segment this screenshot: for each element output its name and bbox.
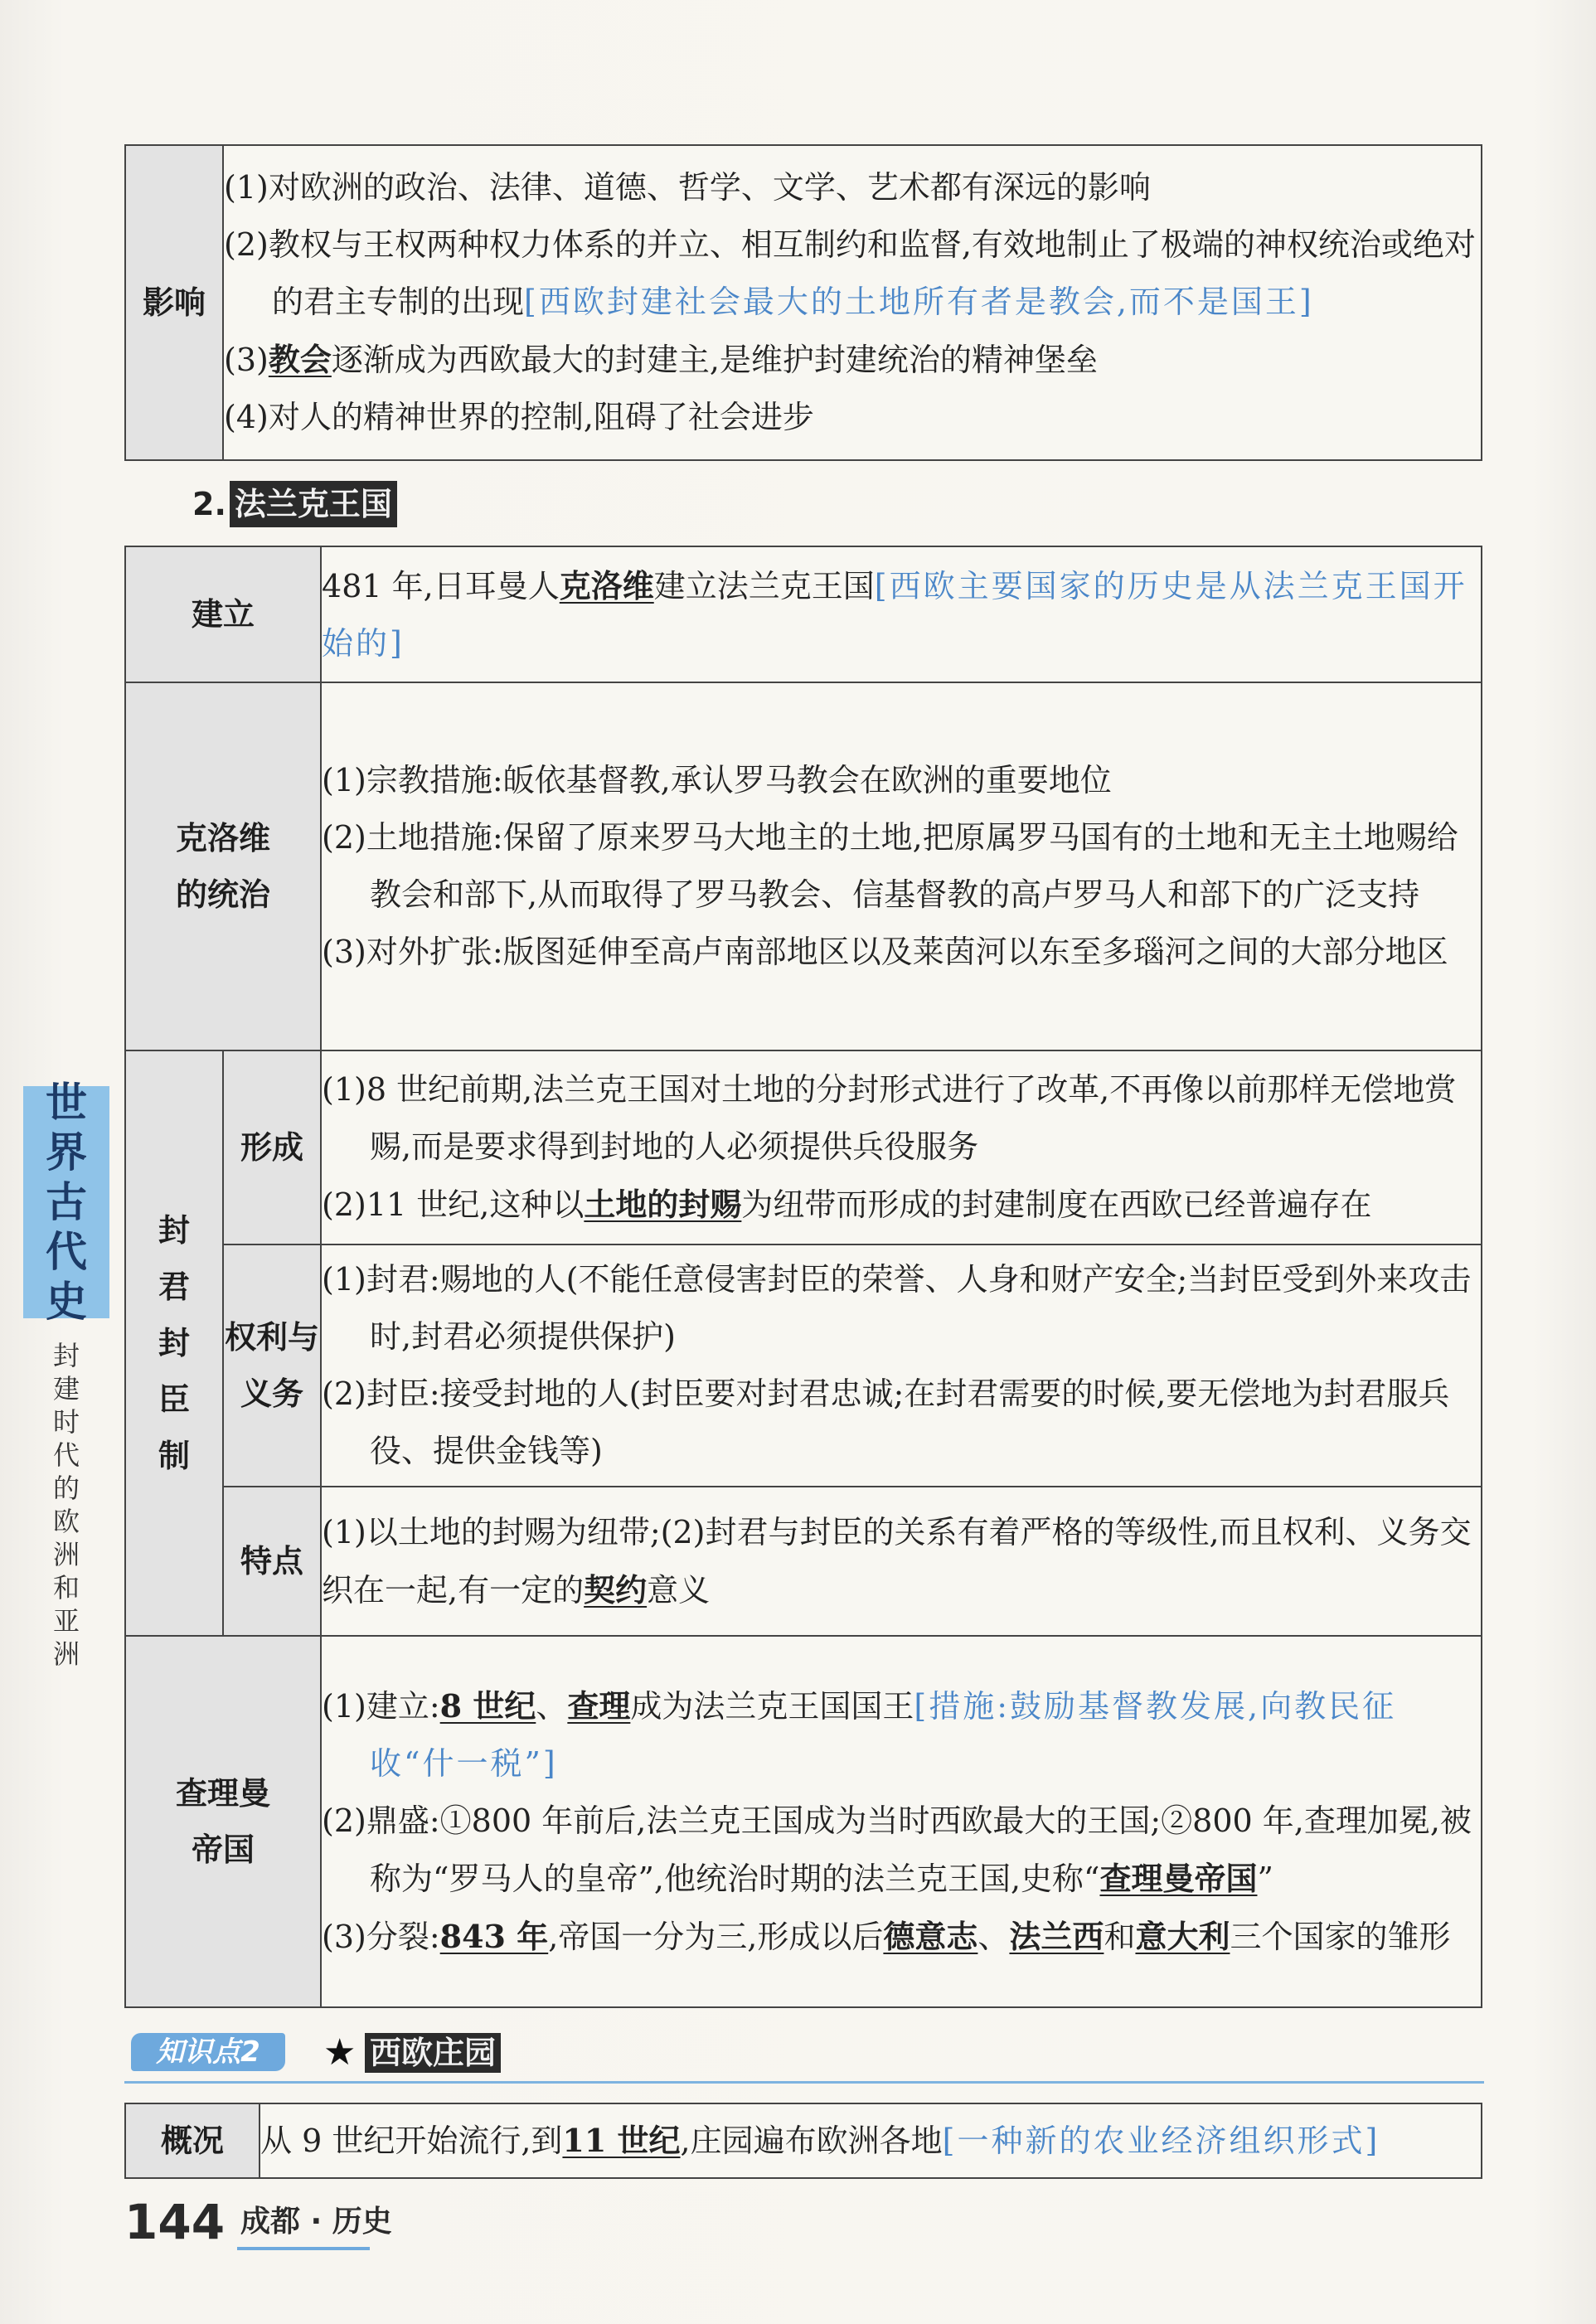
features-content: (1)以土地的封赐为纽带;(2)封君与封臣的关系有着严格的等级性,而且权利、义务交织在一起,有一定的契约意义: [321, 1487, 1482, 1636]
influence-item-2-note: [西欧封建社会最大的土地所有者是教会,而不是国王]: [524, 284, 1314, 320]
founding-note: [西欧主要国家的历史是从法兰克王国开始的]: [322, 567, 1467, 662]
overview-table: [124, 2103, 1482, 2179]
overview-note: [一种新的农业经济组织形式]: [942, 2123, 1380, 2159]
influence-item-4: (4)对人的精神世界的控制,阻碍了社会进步: [224, 399, 814, 435]
clovis-content: [321, 682, 1482, 1050]
side-chapter-label: 封 建 时 代 的 欧 洲 和 亚 洲: [52, 1340, 80, 1670]
rights-content: [321, 1244, 1482, 1487]
key-term-11th-century: 11 世纪: [562, 2122, 681, 2159]
frankish-table: [124, 546, 1482, 2008]
overview-header: 概况: [125, 2103, 260, 2178]
side-tab-world-ancient-history: 世界古代史: [23, 1086, 109, 1318]
key-term-8th-century: 8 世纪: [439, 1687, 536, 1725]
influence-table: [124, 144, 1482, 461]
clovis-item-3: (3)对外扩张:版图延伸至高卢南部地区以及莱茵河以东至多瑙河之间的大部分地区: [322, 934, 1448, 970]
influence-item-2: (2)教权与王权两种权力体系的并立、相互制约和监督,有效地制止了极端的神权统治或绝对的君主专制的出现[西欧封建社会最大的土地所有者是教会,而不是国王]: [224, 226, 1476, 320]
key-term-843: 843 年: [439, 1918, 549, 1955]
clovis-item-1: (1)宗教措施:皈依基督教,承认罗马教会在欧洲的重要地位: [322, 762, 1112, 798]
founding-header: 建立: [125, 546, 321, 682]
charlemagne-header: 查理曼 帝国: [125, 1636, 321, 2007]
rights-item-2: (2)封臣:接受封地的人(封臣要对封君忠诚;在封君需要的时候,要无偿地为封君服兵役、提供金钱等): [322, 1375, 1450, 1469]
influence-item-1: (1)对欧洲的政治、法律、道德、哲学、文学、艺术都有深远的影响: [224, 169, 1151, 206]
founding-content: 481 年,日耳曼人克洛维建立法兰克王国[西欧主要国家的历史是从法兰克王国开始的]: [321, 546, 1482, 682]
key-term-land-grant: 土地的封赐: [584, 1186, 742, 1223]
charlemagne-item-3: (3)分裂:843 年,帝国一分为三,形成以后德意志、法兰西和意大利三个国家的雏形: [322, 1918, 1451, 1955]
key-term-charles: 查理: [567, 1687, 631, 1725]
clovis-header: 克洛维 的统治: [125, 682, 321, 1050]
key-term-italy: 意大利: [1135, 1918, 1230, 1955]
charlemagne-content: [321, 1636, 1482, 2007]
section-heading-frankish: [192, 481, 397, 527]
footer-underline: [237, 2247, 370, 2250]
key-term-church: 教会: [268, 341, 332, 378]
formation-content: [321, 1050, 1482, 1244]
formation-header: 形成: [223, 1050, 321, 1244]
overview-content: 从 9 世纪开始流行,到11 世纪,庄园遍布欧洲各地[一种新的农业经济组织形式]: [260, 2103, 1482, 2178]
charlemagne-item-1: (1)建立:8 世纪、查理成为法兰克王国国王[措施:鼓励基督教发展,向教民征收“什一税”]: [322, 1687, 1397, 1782]
influence-content: [223, 145, 1482, 460]
key-term-france: 法兰西: [1009, 1918, 1104, 1955]
page-number: 144: [124, 2194, 226, 2250]
key-term-contract: 契约: [584, 1570, 648, 1608]
influence-item-3: (3)教会逐渐成为西欧最大的封建主,是维护封建统治的精神堡垒: [224, 341, 1098, 378]
star-icon: ★: [323, 2031, 357, 2074]
key-term-charlemagne-empire: 查理曼帝国: [1099, 1860, 1258, 1897]
knowledge-point-title: 西欧庄园: [365, 2033, 501, 2073]
feudal-header: 封 君 封 臣 制: [125, 1050, 223, 1636]
book-label: 成都 · 历史: [240, 2205, 392, 2239]
charlemagne-item-2: (2)鼎盛:①800 年前后,法兰克王国成为当时西欧最大的王国;②800 年,查理加冕,被称为“罗马人的皇帝”,他统治时期的法兰克王国,史称“查理曼帝国”: [322, 1802, 1472, 1897]
rights-item-1: (1)封君:赐地的人(不能任意侵害封臣的荣誉、人身和财产安全;当封臣受到外来攻击时,封君必须提供保护): [322, 1261, 1472, 1355]
rights-header: 权利与 义务: [223, 1244, 321, 1487]
influence-header: 影响: [125, 145, 223, 460]
section-number: 2.: [192, 486, 226, 522]
knowledge-point-2-heading: [124, 2030, 1484, 2084]
key-term-clovis: 克洛维: [559, 566, 654, 604]
charlemagne-item-1-note: [措施:鼓励基督教发展,向教民征收“什一税”]: [370, 1688, 1397, 1782]
clovis-item-2: (2)土地措施:保留了原来罗马大地主的土地,把原属罗马国有的土地和无主土地赐给教会和部下,从而取得了罗马教会、信基督教的高卢罗马人和部下的广泛支持: [322, 819, 1458, 913]
section-title: 法兰克王国: [230, 481, 397, 527]
knowledge-point-badge: 知识点2: [131, 2033, 285, 2071]
formation-item-2: (2)11 世纪,这种以土地的封赐为纽带而形成的封建制度在西欧已经普遍存在: [322, 1186, 1372, 1223]
key-term-germany: 德意志: [883, 1918, 978, 1955]
features-header: 特点: [223, 1487, 321, 1636]
formation-item-1: (1)8 世纪前期,法兰克王国对土地的分封形式进行了改革,不再像以前那样无偿地赏赐,而是要求得到封地的人必须提供兵役服务: [322, 1071, 1457, 1165]
